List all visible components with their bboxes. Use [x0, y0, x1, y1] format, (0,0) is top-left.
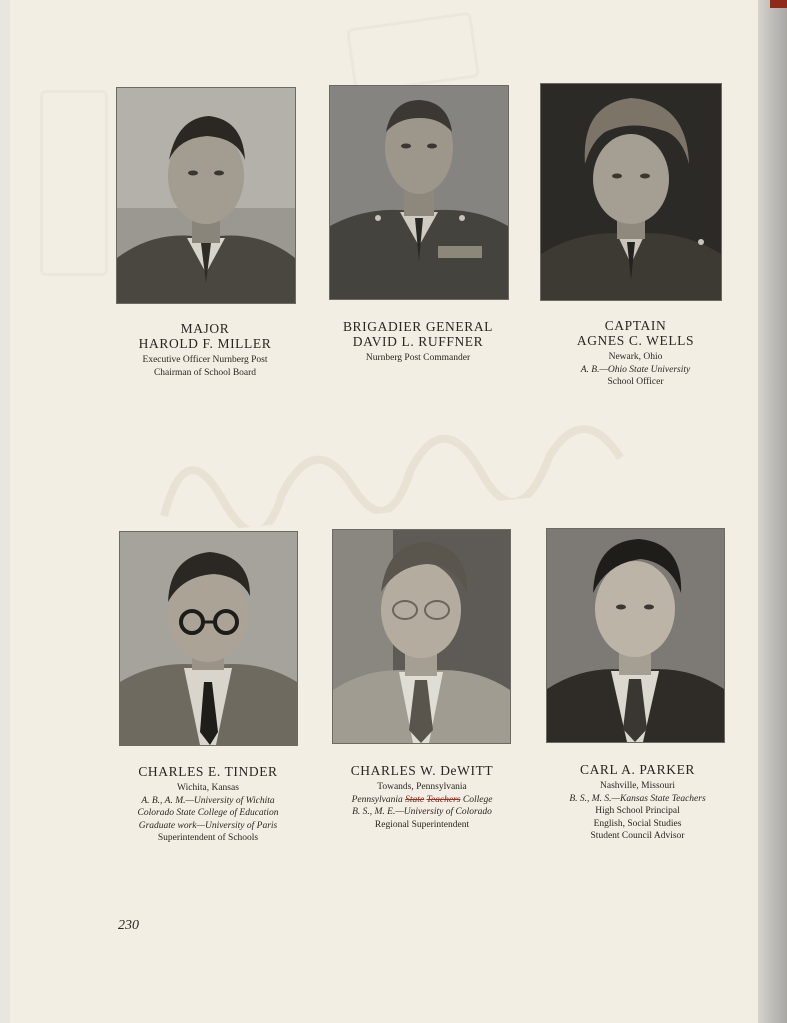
- portrait-photo-tinder: [120, 532, 297, 745]
- detail-line: Executive Officer Nurnberg Post: [142, 355, 268, 365]
- detail-line: Superintendent of Schools: [157, 833, 259, 843]
- detail-line: Student Council Advisor: [590, 831, 685, 841]
- detail-line: High School Principal: [595, 806, 680, 816]
- detail-line: School Officer: [607, 377, 664, 387]
- person-name: CHARLES W. DeWITT: [350, 763, 494, 778]
- rank: BRIGADIER GENERAL: [342, 319, 494, 334]
- detail-line: Chairman of School Board: [153, 367, 257, 378]
- struck-word: State: [405, 794, 425, 805]
- person-name: CARL A. PARKER: [579, 762, 696, 777]
- detail-fragment: College: [462, 794, 493, 805]
- struck-word: Teachers: [426, 794, 461, 805]
- person-name: HAROLD F. MILLER: [138, 336, 272, 351]
- detail-line: A. B.—Ohio State University: [580, 364, 691, 375]
- rank: CAPTAIN: [604, 318, 667, 333]
- detail-line: English, Social Studies: [593, 818, 682, 829]
- detail-line: Newark, Ohio: [608, 352, 663, 362]
- rank: MAJOR: [180, 321, 230, 336]
- person-name: DAVID L. RUFFNER: [352, 334, 484, 349]
- portrait-photo-dewitt: [333, 530, 510, 743]
- person-name: AGNES C. WELLS: [576, 333, 695, 348]
- detail-line: Regional Superintendent: [374, 819, 470, 830]
- spine-edge-mark: [770, 0, 787, 8]
- detail-line-with-correction: [322, 794, 522, 807]
- caption-parker: [540, 762, 735, 843]
- detail-line: B. S., M. E.—University of Colorado: [352, 807, 492, 817]
- caption-wells: [538, 318, 733, 389]
- caption-miller: [110, 321, 300, 379]
- caption-dewitt: [322, 763, 522, 831]
- page-number: 230: [118, 918, 139, 933]
- detail-line: B. S., M. S.—Kansas State Teachers: [569, 793, 706, 804]
- portrait-photo-ruffner: [330, 86, 508, 299]
- background-sketch-frame: [40, 90, 108, 276]
- book-spine: [758, 0, 787, 1023]
- caption-ruffner: [318, 319, 518, 365]
- detail-line: Graduate work—University of Paris: [138, 820, 278, 831]
- detail-line: Wichita, Kansas: [177, 783, 239, 793]
- person-name: CHARLES E. TINDER: [138, 764, 278, 779]
- detail-line: Towands, Pennsylvania: [377, 782, 467, 792]
- detail-line: Nashville, Missouri: [600, 781, 675, 791]
- portrait-photo-miller: [117, 88, 295, 303]
- portrait-photo-parker: [547, 529, 724, 742]
- detail-fragment: Pennsylvania: [351, 794, 403, 805]
- detail-line: A. B., A. M.—University of Wichita: [141, 795, 275, 806]
- caption-tinder: [108, 764, 308, 845]
- portrait-photo-wells: [541, 84, 721, 300]
- detail-line: Nurnberg Post Commander: [365, 353, 471, 363]
- detail-line: Colorado State College of Education: [137, 808, 279, 818]
